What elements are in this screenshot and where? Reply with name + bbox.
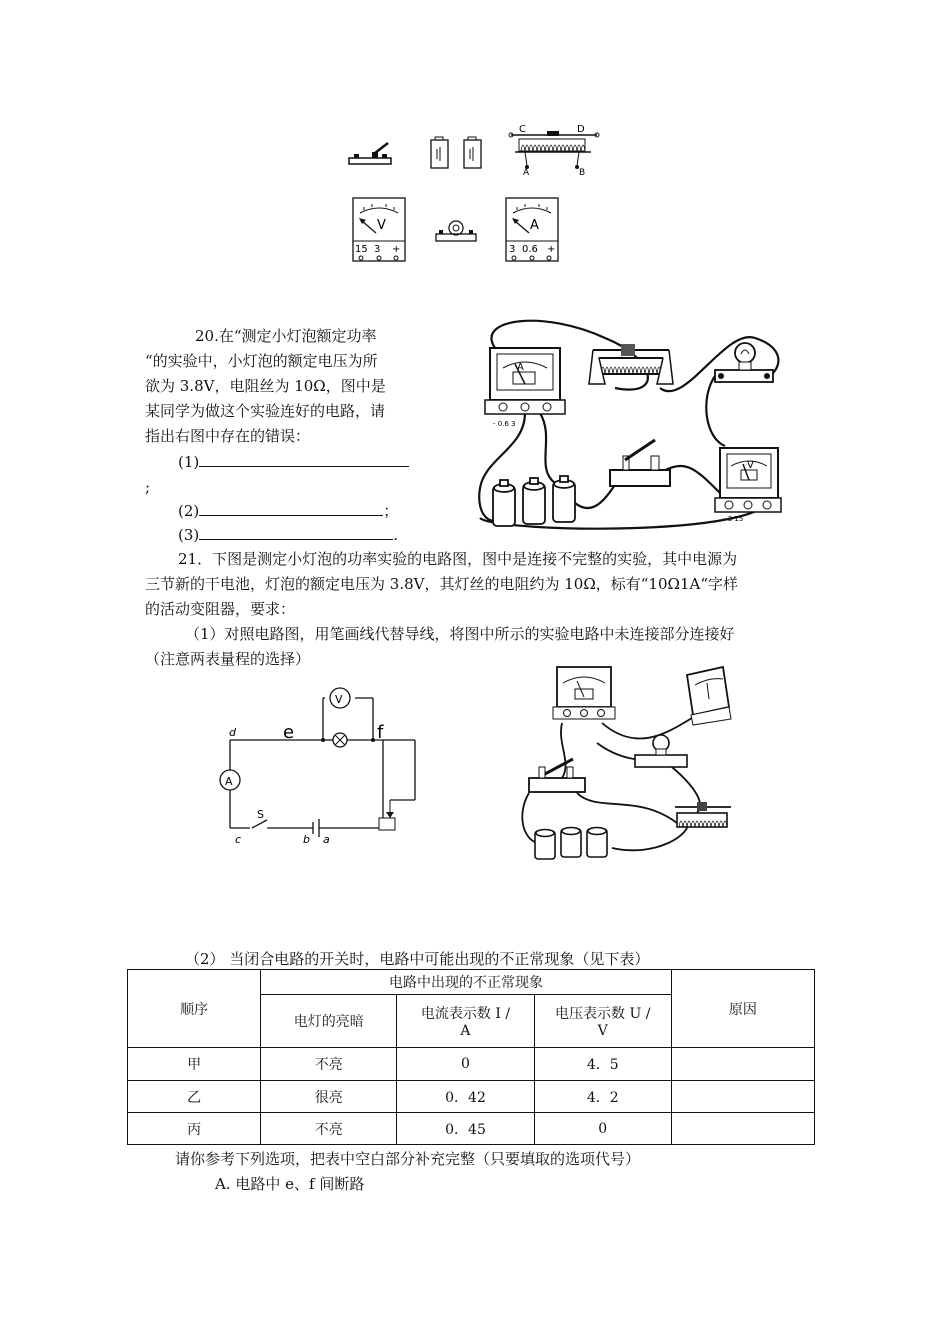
photo-voltmeter-scale: - 3 15 <box>723 515 744 523</box>
row-reason[interactable] <box>671 1081 814 1113</box>
voltmeter-symbol: V <box>377 218 386 233</box>
row-light: 很亮 <box>261 1081 397 1113</box>
q20-answer-line-1[interactable] <box>199 452 409 467</box>
photo-voltmeter-symbol: V <box>747 460 754 471</box>
voltmeter-terminal-15: 15 <box>355 244 368 255</box>
row-reason[interactable] <box>671 1048 814 1081</box>
schematic-label-d: d <box>229 726 236 739</box>
header-voltage-line-1: 电压表示数 U / <box>555 1006 651 1022</box>
header-current-line-2: A <box>460 1023 471 1039</box>
row-light: 不亮 <box>261 1113 397 1145</box>
photo-ammeter-scale: - 0.6 3 <box>493 420 516 428</box>
q20-line-1: 20.在“测定小灯泡额定功率 <box>195 327 377 345</box>
ammeter-terminal-0-6: 0.6 <box>522 244 538 255</box>
q20-blank-1-label: (1) <box>178 453 200 471</box>
voltmeter-terminal-3: 3 <box>374 244 381 255</box>
q20-line-2: “的实验中，小灯泡的额定电压为所 <box>145 352 378 370</box>
battery-diagram <box>430 137 485 171</box>
schematic-label-f: f <box>377 722 384 743</box>
row-voltage: 4．2 <box>534 1081 671 1113</box>
header-voltage <box>534 995 671 1048</box>
ammeter-diagram <box>505 197 559 263</box>
header-light: 电灯的亮暗 <box>261 995 397 1048</box>
phenomena-table <box>127 969 815 1145</box>
rheostat-label-c: C <box>519 124 526 135</box>
q21-part1-line-1: （1）对照电路图，用笔画线代替导线，将图中所示的实验电路中未连接部分连接好 <box>185 625 735 643</box>
q20-blank-2-end: ； <box>383 502 399 520</box>
row-current: 0．42 <box>397 1081 534 1113</box>
q20-answer-line-3[interactable] <box>199 525 393 540</box>
q20-blank-1-end: ; <box>145 478 151 496</box>
header-current-line-1: 电流表示数 I / <box>420 1006 511 1022</box>
q20-answer-line-2[interactable] <box>199 501 383 516</box>
q20-line-3: 欲为 3.8V，电阻丝为 10Ω，图中是 <box>145 377 386 395</box>
rheostat-label-b: B <box>579 168 586 178</box>
schematic-voltmeter-symbol: V <box>335 693 343 706</box>
row-order: 丙 <box>128 1113 261 1145</box>
table-row <box>128 1113 815 1145</box>
q20-blank-3 <box>178 524 398 546</box>
row-current: 0．45 <box>397 1113 534 1145</box>
q20-circuit-photo <box>465 318 790 533</box>
q21-part2: （2） 当闭合电路的开关时，电路中可能出现的不正常现象（见下表） <box>185 950 650 968</box>
voltmeter-terminal-plus: + <box>392 244 401 255</box>
row-voltage: 4．5 <box>534 1048 671 1081</box>
q21-part1-line-2: （注意两表量程的选择） <box>145 650 311 668</box>
q21-line-2: 三节新的干电池，灯泡的额定电压为 3.8V，其灯丝的电阻约为 10Ω，标有“10Ω1A“字样 <box>145 575 738 593</box>
q20-blank-2-label: (2) <box>178 502 200 520</box>
ammeter-terminal-3: 3 <box>509 244 516 255</box>
schematic-label-c: c <box>235 833 242 846</box>
q21-circuit-schematic <box>205 690 420 850</box>
voltmeter-diagram <box>352 197 406 263</box>
q20-line-5: 指出右图中存在的错误： <box>145 427 311 445</box>
row-light: 不亮 <box>261 1048 397 1081</box>
q21-circuit-photo <box>517 663 742 863</box>
q21-option-a: A. 电路中 e、f 间断路 <box>215 1175 365 1193</box>
q20-blank-2 <box>178 500 398 522</box>
table-row <box>128 1081 815 1113</box>
switch-diagram <box>348 140 398 170</box>
rheostat-diagram <box>505 122 605 177</box>
q20-blank-3-label: (3) <box>178 526 200 544</box>
header-current <box>397 995 534 1048</box>
schematic-label-s: S <box>257 808 264 821</box>
q21-line-3: 的活动变阻器，要求： <box>145 600 296 618</box>
rheostat-label-d: D <box>577 124 585 135</box>
header-reason: 原因 <box>671 970 814 1048</box>
row-current: 0 <box>397 1048 534 1081</box>
schematic-label-b: b <box>303 833 310 846</box>
q20-line-4: 某同学为做这个实验连好的电路，请 <box>145 402 386 420</box>
q21-instruction: 请你参考下列选项，把表中空白部分补充完整（只要填取的选项代号） <box>175 1150 641 1168</box>
table-row <box>128 1048 815 1081</box>
q20-blank-1 <box>178 451 409 473</box>
photo-ammeter-symbol: A <box>517 362 524 373</box>
lamp-diagram <box>433 218 479 244</box>
q20-blank-3-end: . <box>393 526 399 544</box>
ammeter-symbol: A <box>530 218 539 233</box>
header-group: 电路中出现的不正常现象 <box>261 970 672 995</box>
header-voltage-line-2: V <box>597 1023 608 1039</box>
ammeter-terminal-plus: + <box>547 244 556 255</box>
rheostat-label-a: A <box>523 168 530 178</box>
row-order: 乙 <box>128 1081 261 1113</box>
row-voltage: 0 <box>534 1113 671 1145</box>
row-order: 甲 <box>128 1048 261 1081</box>
schematic-ammeter-symbol: A <box>225 775 233 788</box>
schematic-label-e: e <box>283 722 295 743</box>
q21-line-1: 21．下图是测定小灯泡的功率实验的电路图，图中是连接不完整的实验，其中电源为 <box>178 550 738 568</box>
schematic-label-a: a <box>323 833 330 846</box>
header-order: 顺序 <box>128 970 261 1048</box>
row-reason[interactable] <box>671 1113 814 1145</box>
